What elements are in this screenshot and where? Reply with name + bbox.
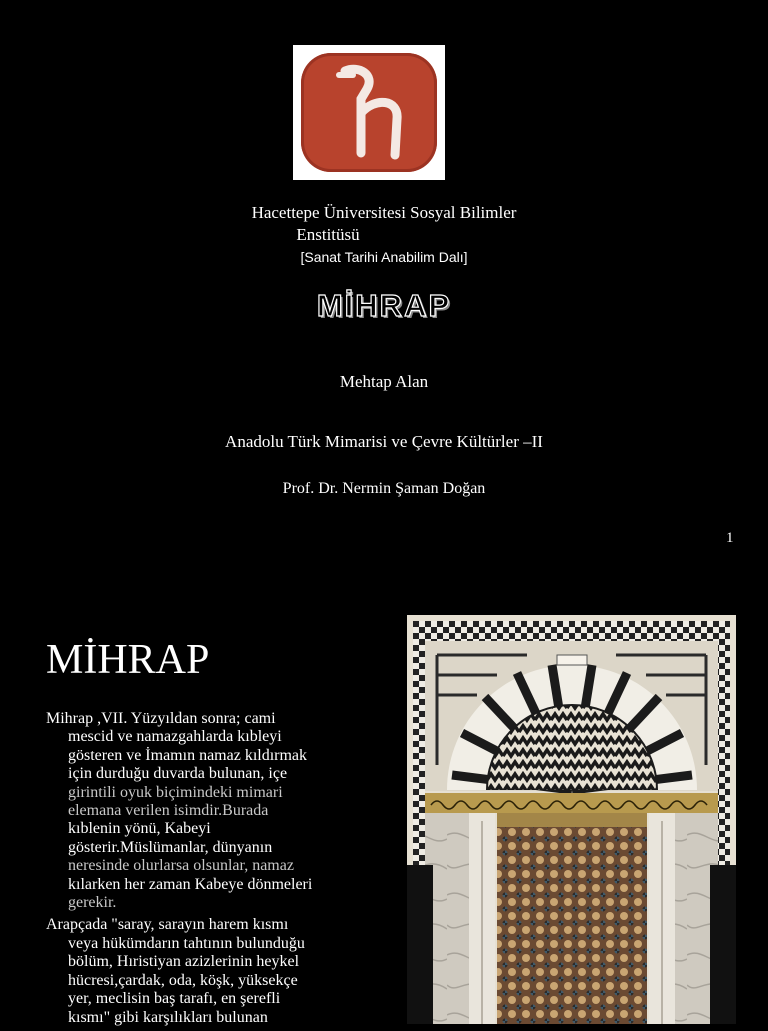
author-name: Mehtap Alan bbox=[339, 372, 429, 391]
text-line: bölüm, Hıristiyan azizlerinin heykel bbox=[68, 953, 300, 971]
page-number: 1 bbox=[726, 530, 734, 546]
course-name: Anadolu Türk Mimarisi ve Çevre Kültürler –II bbox=[225, 432, 543, 451]
mihrab-photo bbox=[407, 615, 736, 1024]
text-line: yer, meclisin baş tarafı, en şerefli bbox=[68, 990, 281, 1008]
text-line: kıblenin yönü, Kabeyi bbox=[68, 820, 211, 838]
text-line: kısmı" gibi karşılıkları bulunan bbox=[68, 1008, 268, 1026]
text-line: elemana verilen isimdir.Burada bbox=[68, 802, 269, 820]
text-line: gösteren ve İmamın namaz kıldırmak bbox=[68, 746, 308, 764]
bullet-list bbox=[46, 710, 366, 1031]
mihrab-illustration-icon bbox=[407, 615, 736, 1024]
text-line: veya hükümdarın tahtının bulunduğu bbox=[68, 934, 305, 952]
text-line: neresinde olurlarsa olsunlar, namaz bbox=[68, 857, 294, 875]
institution-name-line1: Hacettepe Üniversitesi Sosyal Bilimler bbox=[251, 203, 517, 222]
content-slide bbox=[0, 600, 768, 1024]
text-line: gerekir. bbox=[68, 894, 117, 912]
text-line: gösterir.Müslümanlar, dünyanın bbox=[68, 838, 273, 856]
presentation-title: MİHRAP bbox=[316, 288, 452, 323]
bullet-paragraph-2 bbox=[46, 916, 366, 1026]
text-line: Mihrap ,VII. Yüzyıldan sonra; cami bbox=[46, 710, 276, 727]
bullet-paragraph-1 bbox=[46, 710, 366, 912]
department-label: [Sanat Tarihi Anabilim Dalı] bbox=[300, 249, 468, 265]
hacettepe-h-logo-icon bbox=[301, 53, 437, 172]
text-line: için durduğu duvarda bulunan, içe bbox=[68, 765, 288, 783]
text-line: girintili oyuk biçimindeki mimari bbox=[68, 783, 283, 801]
text-line: kılarken her zaman Kabeye dönmeleri bbox=[68, 875, 313, 893]
text-line: Arapçada "saray, sarayın harem kısmı bbox=[46, 916, 289, 934]
institution-name-line2: Enstitüsü bbox=[296, 225, 360, 244]
professor-name: Prof. Dr. Nermin Şaman Doğan bbox=[282, 480, 486, 497]
university-logo bbox=[293, 45, 445, 180]
text-line: mescid ve namazgahlarda kıbleyi bbox=[68, 728, 282, 746]
text-line: hücresi,çardak, oda, köşk, yüksekçe bbox=[68, 971, 298, 989]
slide-title: MİHRAP bbox=[46, 637, 210, 683]
